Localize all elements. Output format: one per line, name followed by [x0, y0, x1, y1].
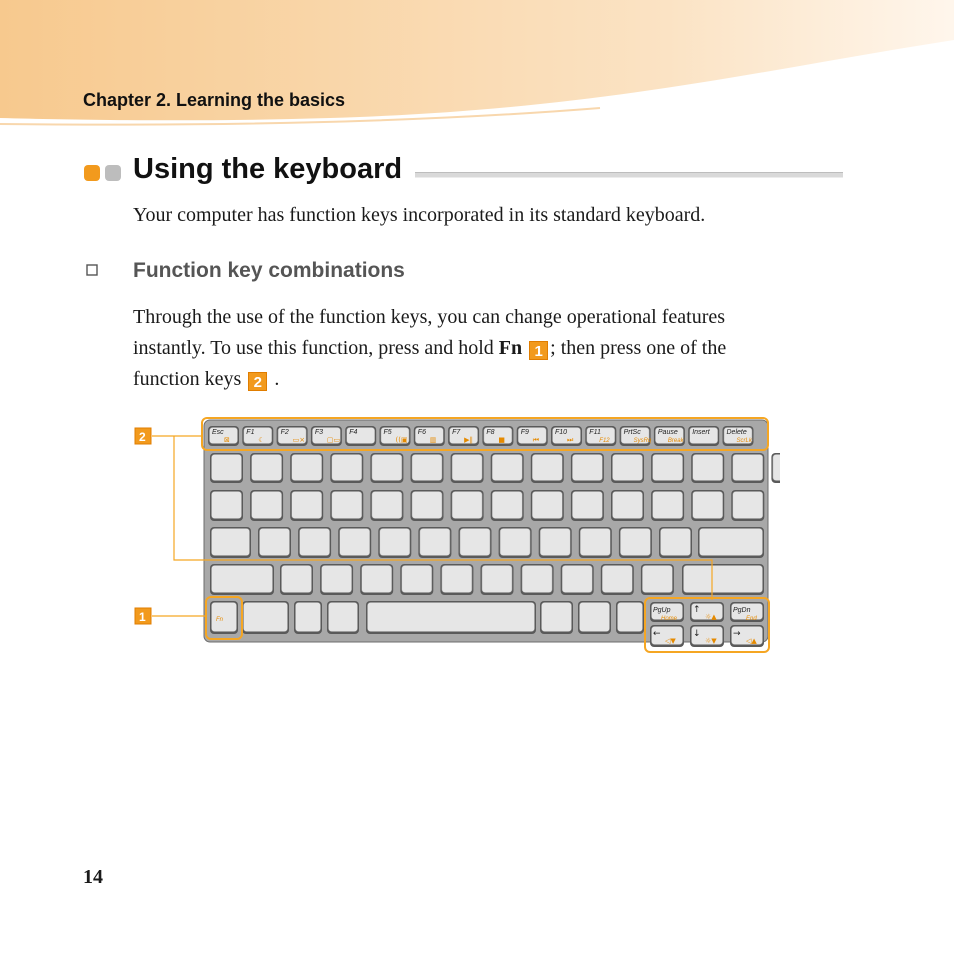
key: [691, 453, 724, 483]
function-key: [688, 426, 719, 446]
key-sublabel: ScrLk: [736, 438, 752, 444]
key: [731, 453, 764, 483]
key: [210, 490, 243, 521]
key: [771, 453, 780, 483]
function-key: [448, 426, 479, 446]
key: [531, 490, 564, 521]
key: [294, 601, 322, 634]
function-key: [345, 426, 376, 446]
key: [440, 564, 473, 595]
key-face: [572, 455, 602, 481]
key-face: [402, 566, 432, 593]
key-label: F3: [314, 429, 324, 436]
key-face: [372, 455, 402, 481]
subsection-title: Function key combinations: [133, 259, 405, 282]
key-label: F7: [452, 429, 461, 436]
chapter-heading: Chapter 2. Learning the basics: [83, 90, 346, 110]
key-face: [522, 566, 552, 593]
key-face: [482, 566, 512, 593]
key: [611, 490, 644, 521]
key: [659, 527, 692, 558]
text-run: instantly. To use this function, press and hold: [133, 337, 499, 359]
key-sublabel: Break: [667, 438, 684, 444]
left-arrow-icon: ←: [653, 629, 661, 639]
paragraph-line-2: [133, 333, 726, 364]
key-glyph: ▢▭: [326, 436, 341, 444]
down-arrow-icon: ↓: [693, 629, 701, 639]
key-face: [733, 492, 763, 519]
key-face: [260, 529, 290, 556]
key-face: [296, 603, 321, 632]
key: [298, 527, 331, 558]
arrow-left-key: [650, 625, 684, 647]
key: [360, 564, 393, 595]
right-arrow-icon: →: [733, 629, 741, 639]
key-label: F2: [280, 429, 289, 436]
brightness-up-icon: ☼▲: [705, 613, 717, 621]
key-label: F10: [555, 429, 568, 436]
key-face: [252, 492, 282, 519]
function-key: [654, 426, 685, 446]
key-label: Insert: [692, 429, 710, 436]
keyboard-diagram: [120, 408, 780, 658]
key-face: [212, 529, 250, 556]
key-face: [580, 603, 610, 632]
key-glyph: ▶∥: [464, 436, 473, 444]
paragraph-line-3: [133, 364, 279, 395]
fn-key-label: Fn: [216, 617, 224, 623]
function-key: [585, 426, 616, 446]
section-title: Using the keyboard: [133, 153, 403, 185]
up-arrow-icon: ↑: [693, 605, 701, 615]
key-face: [733, 455, 763, 481]
key: [290, 453, 323, 483]
function-key: [620, 426, 652, 446]
key-label: F1: [246, 429, 255, 436]
diagram-callout-2: [135, 428, 151, 444]
key-glyph: ☾: [258, 436, 265, 444]
key-face: [332, 492, 362, 519]
key-glyph: ▥: [429, 436, 437, 444]
key: [619, 527, 652, 558]
key-face: [661, 529, 691, 556]
callout-badge-1: 1: [529, 341, 548, 360]
key-face: [212, 566, 273, 593]
key-face: [460, 529, 490, 556]
key-sublabel: SysRq: [633, 438, 652, 444]
page-number: 14: [83, 866, 103, 888]
key: [378, 527, 411, 558]
key-face: [332, 455, 362, 481]
key-face: [572, 492, 602, 519]
key: [499, 527, 532, 558]
text-run: ; then press one of the: [550, 337, 727, 359]
key: [451, 490, 484, 521]
key-face: [212, 455, 242, 481]
function-key: [482, 426, 513, 446]
key-face: [252, 455, 282, 481]
function-key: [380, 426, 411, 446]
fn-key: [210, 601, 238, 634]
key-face: [580, 529, 610, 556]
key: [400, 564, 433, 595]
key-face: [500, 529, 530, 556]
key-face: [329, 603, 358, 632]
function-key: [551, 426, 582, 446]
key-face: [368, 603, 535, 632]
callout-number: 1: [139, 610, 146, 624]
key-face: [653, 455, 683, 481]
key-glyph: ▭×: [292, 436, 306, 444]
key: [561, 564, 594, 595]
volume-down-icon: ◁▼: [665, 637, 676, 645]
key: [491, 490, 524, 521]
key: [459, 527, 492, 558]
key: [579, 527, 612, 558]
key: [451, 453, 484, 483]
pgdn-sublabel: End: [746, 616, 757, 622]
key: [338, 527, 371, 558]
key-glyph: ⊠: [224, 436, 230, 444]
key-face: [562, 566, 592, 593]
pgup-label: PgUp: [653, 607, 671, 614]
key-face: [532, 492, 562, 519]
key: [250, 490, 283, 521]
key: [370, 453, 403, 483]
key: [571, 453, 604, 483]
brightness-down-icon: ☼▼: [705, 637, 717, 645]
key-label: F9: [520, 429, 529, 436]
key-face: [542, 603, 572, 632]
key: [411, 490, 444, 521]
key: [242, 601, 289, 634]
key: [210, 564, 274, 595]
function-key: [414, 426, 445, 446]
key: [210, 453, 243, 483]
function-key: [277, 426, 308, 446]
key: [330, 490, 363, 521]
key-face: [412, 492, 442, 519]
key-face: [602, 566, 632, 593]
callout-number: 2: [139, 430, 146, 444]
intro-text: Your computer has function keys incorporated in its standard keyboard.: [133, 204, 706, 226]
key-glyph: ⏭: [567, 436, 574, 444]
key-face: [540, 529, 570, 556]
key-face: [532, 455, 562, 481]
title-rule: [415, 172, 843, 178]
key: [578, 601, 611, 634]
key-face: [322, 566, 352, 593]
key-face: [372, 492, 402, 519]
pgup-sublabel: Home: [661, 616, 678, 622]
key-sublabel: F12: [599, 438, 610, 444]
pgdn-key: [730, 602, 764, 622]
key-glyph: ■: [498, 436, 506, 444]
key-face: [642, 566, 672, 593]
key: [330, 453, 363, 483]
key: [411, 453, 444, 483]
key-face: [613, 492, 643, 519]
key: [491, 453, 524, 483]
key-label: Esc: [212, 429, 224, 436]
key-face: [292, 492, 322, 519]
key-face: [653, 492, 683, 519]
key: [641, 564, 674, 595]
key-face: [618, 603, 643, 632]
key: [258, 527, 291, 558]
text-run: function keys: [133, 368, 247, 390]
key-face: [693, 455, 723, 481]
square-bullet-icon: [86, 264, 98, 276]
key: [320, 564, 353, 595]
key-face: [492, 455, 522, 481]
key-face: [380, 529, 410, 556]
callout-badge-2: 2: [248, 372, 267, 391]
paragraph-line-1: Through the use of the function keys, you can change operational features: [133, 306, 726, 328]
arrow-up-key: [690, 602, 724, 622]
key: [651, 490, 684, 521]
key: [481, 564, 514, 595]
key-face: [693, 492, 723, 519]
function-key: [723, 426, 754, 446]
key-face: [492, 492, 522, 519]
section-bullet-icon: [84, 163, 124, 183]
pgup-key: [650, 602, 684, 622]
volume-up-icon: ◁▲: [746, 637, 757, 645]
key-label: F6: [417, 429, 426, 436]
diagram-callout-1: [135, 608, 151, 624]
key-face: [773, 455, 780, 481]
function-key: [311, 426, 342, 446]
key-face: [452, 455, 482, 481]
key-face: [620, 529, 650, 556]
key-face: [282, 566, 312, 593]
key-glyph: ⏮: [532, 436, 540, 444]
key: [682, 564, 764, 595]
key-label: PrtSc: [623, 429, 641, 436]
key-face: [420, 529, 450, 556]
key: [521, 564, 554, 595]
key-face: [412, 455, 442, 481]
function-key: [242, 426, 273, 446]
key-label: F8: [486, 429, 495, 436]
key: [210, 527, 251, 558]
key: [601, 564, 634, 595]
arrow-right-key: [730, 625, 764, 647]
spacebar-key: [366, 601, 536, 634]
key-face: [700, 529, 763, 556]
key-face: [340, 529, 370, 556]
key-label: F4: [349, 429, 358, 436]
key: [691, 490, 724, 521]
key: [616, 601, 644, 634]
key: [731, 490, 764, 521]
key: [571, 490, 604, 521]
key: [250, 453, 283, 483]
key: [280, 564, 313, 595]
key: [327, 601, 359, 634]
key: [611, 453, 644, 483]
key-label: Pause: [657, 429, 678, 436]
key-face: [212, 492, 242, 519]
pgdn-label: PgDn: [733, 607, 751, 614]
key-face: [442, 566, 472, 593]
key: [540, 601, 573, 634]
key: [651, 453, 684, 483]
fn-key-name: Fn: [498, 337, 523, 359]
key-face: [362, 566, 392, 593]
text-run: .: [274, 368, 280, 390]
key-face: [292, 455, 322, 481]
function-key: [517, 426, 548, 446]
arrow-down-key: [690, 625, 724, 647]
key: [290, 490, 323, 521]
key-face: [244, 603, 288, 632]
key: [418, 527, 451, 558]
key-label: F5: [383, 429, 392, 436]
function-key: [208, 426, 239, 446]
key-face: [684, 566, 763, 593]
key: [698, 527, 764, 558]
key: [370, 490, 403, 521]
key-face: [300, 529, 330, 556]
key-glyph: ((▣: [395, 436, 408, 444]
key-label: F11: [589, 429, 601, 436]
key-face: [613, 455, 643, 481]
key: [539, 527, 572, 558]
key-face: [452, 492, 482, 519]
key: [531, 453, 564, 483]
key-label: Delete: [726, 429, 747, 436]
